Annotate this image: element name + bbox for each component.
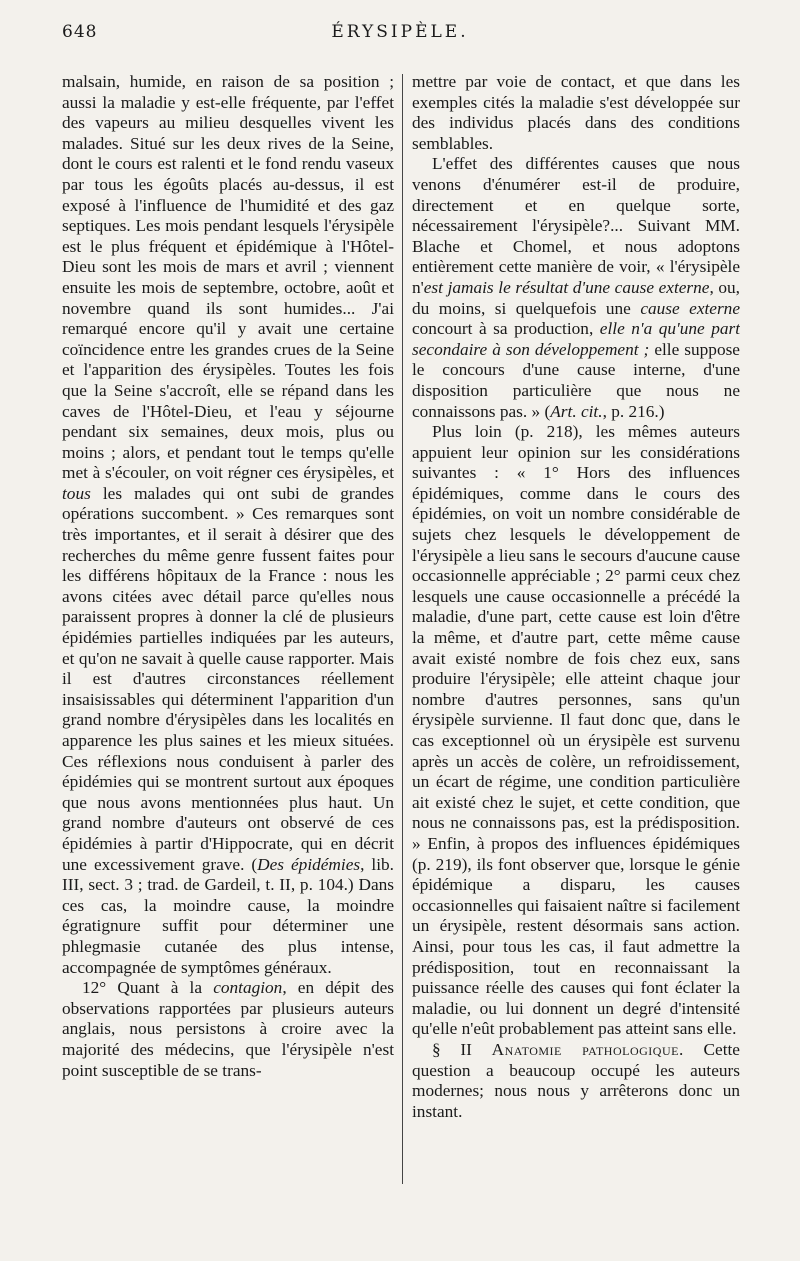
right-column [412,72,740,1197]
left-column [62,72,394,1197]
emphasis: Des épidémies [257,854,361,874]
text: , en dépit des observations rapportées par plusieurs auteurs anglais, nous persistons à croire avec la majorité des médecins, que l'érysipèle n'est point susceptible de se trans- [62,978,394,1080]
text: , lib. III, sect. 3 ; trad. de Gardeil, t. II, p. 104.) Dans ces cas, la moindre cause, la moindre égratignure suffit pour déterminer une phlegmasie cutanée des plus intense, accompagnée de symptômes généraux. [62,854,394,977]
text: , p. 216.) [602,401,665,421]
text: concourt à sa production, [412,319,600,339]
section-heading: Anatomie pathologique. [491,1039,684,1059]
page-number: 648 [62,22,98,42]
paragraph [412,154,740,422]
page-header [62,22,738,48]
emphasis: elle n'a qu'une part secondaire à son développement ; [412,319,740,359]
paragraph [62,72,394,978]
emphasis: contagion [213,978,283,998]
section-number: § II [432,1039,472,1059]
column-divider [402,74,403,1184]
text: Plus loin (p. 218), les mêmes auteurs appuient leur opinion sur les considérations suivantes : « 1° Hors des influences épidémiques, comme dans le cours des épidémies, on voit un nombre considérable de sujets chez lesquels le développement de l'érysipèle a lieu sans le secours d'aucune cause occasionnelle appréciable ; 2° parmi ceux chez lesquels une cause occasionnelle a précédé la maladie, d'une part, cette cause est loin d'être la même, et d'autre part, cette même cause avait existé nombre de fois chez eux, sans produire l'érysipèle; elle atteint chaque jour nombre d'autres personnes, sans qu'un érysipèle survienne. Il faut donc que, dans le cas exceptionnel où un érysipèle est survenu après un accès de colère, un refroidissement, un écart de régime, une condition particulière ait existé chez le sujet, et cette condition, que nous ne connaissons pas, est la prédisposition. » Enfin, à propos des influences épidémiques (p. 219), ils font observer que, lorsque le génie épidémique a disparu, les causes occasionnelles qui faisaient naître si facilement un érysipèle, restent désormais sans action. Ainsi, pour tous les cas, il faut admettre la prédisposition, tout en reconnaissant la puissance réelle des causes qui font éclater la maladie, ou lui donnent un degré d'intensité qu'elle n'eût probablement pas atteint sans elle. [412,422,740,1039]
text: L'effet des différentes causes que nous venons d'énumérer est-il de produire, directement et en quelque sorte, nécessairement l'érysipèle?... Suivant MM. Blache et Chomel, et nous adoptons entièrement cette manière de voir, « l'érysipèle n' [412,154,740,297]
text: mettre par voie de contact, et que dans les exemples cités la maladie s'est développée sur des individus placés dans des conditions semblables. [412,72,740,153]
paragraph [412,422,740,1040]
running-title: ÉRYSIPÈLE. [331,22,469,42]
emphasis: Art. cit. [550,401,603,421]
section-paragraph [412,1040,740,1122]
paragraph [412,72,740,154]
text: malsain, humide, en raison de sa position ; aussi la maladie y est-elle fréquente, par l'effet des vapeurs au milieu desquelles vivent les malades. Situé sur les deux rives de la Seine, dont le cours est ralenti et le fond rendu vaseux par tous les égoûts placés au-dessus, il est exposé à l'influence de l'humidité et des gaz septiques. Les mois pendant lesquels l'érysipèle est le plus fréquent et épidémique à l'Hôtel-Dieu sont les mois de mars et avril ; viennent ensuite les mois de septembre, octobre, août et novembre quand ils sont humides... J'ai remarqué encore qu'il y avait une certaine coïncidence entre les grandes crues de la Seine et l'apparition des érysipèles. Toutes les fois que la Seine s'accroît, elle se répand dans les caves de l'Hôtel-Dieu, et l'eau y séjourne pendant six semaines, deux mois, plus ou moins ; alors, et pendant tout le temps qu'elle met à s'écouler, on voit régner ces érysipèles, et [62,72,394,483]
text: elle suppose le concours d'une cause interne, d'une disposition particulière que nous ne connaissons pas. » ( [412,339,740,421]
emphasis: tous [62,483,91,503]
text: 12° Quant à la [82,978,214,998]
text: les malades qui ont subi de grandes opérations succombent. » Ces remarques sont très importantes, et il serait à désirer que des recherches du même genre fussent faites pour les différens hôpitaux de la France : nous les avons citées avec détail parce qu'elles nous paraissent propres à donner la clé de plusieurs épidémies partielles indiquées par les auteurs, et qu'on ne savait à quelle cause rapporter. Mais il est d'autres circonstances réellement insaisissables qui déterminent l'apparition d'un grand nombre d'érysipèles dans les localités en apparence les plus saines et les mieux situées. Ces réflexions nous conduisent à parler des épidémies qui se montrent surtout aux époques que nous avons mentionnées plus haut. Un grand nombre d'auteurs ont observé de ces épidémies à partir d'Hippocrate, qui en décrit une excessivement grave. ( [62,483,394,874]
paragraph [62,978,394,1081]
emphasis: est jamais le résultat d'une cause externe [423,277,710,297]
text: , ou, du moins, si quelquefois une [412,277,740,318]
text: Cette question a beaucoup occupé les auteurs modernes; nous nous y arrêterons donc un instant. [412,1039,740,1121]
emphasis: cause externe [640,298,740,318]
